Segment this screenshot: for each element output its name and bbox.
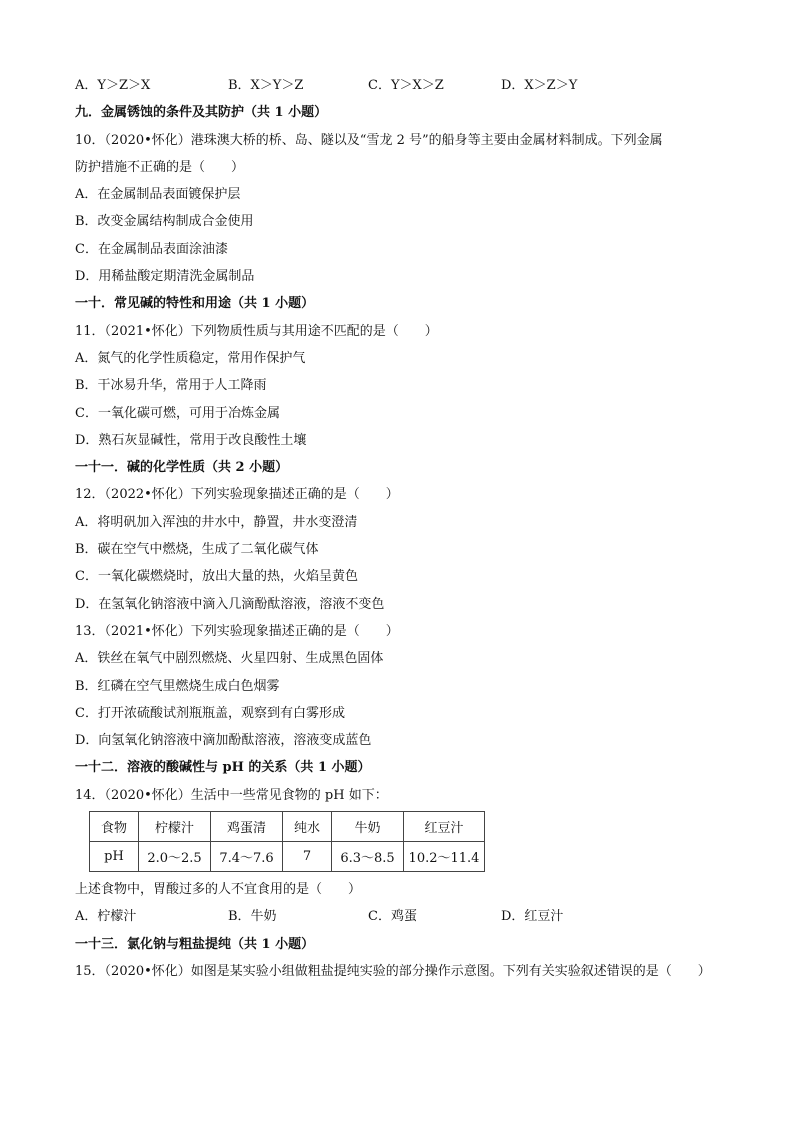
q15-stem: 15．（2020•怀化）如图是某实验小组做粗盐提纯实验的部分操作示意图。下列有关实验叙述错误的是（ ） [75, 963, 711, 979]
q10-option-b: B．改变金属结构制成合金使用 [75, 214, 254, 230]
q9-option-c: C．Y＞X＞Z [368, 78, 444, 93]
q12-option-b: B．碳在空气中燃烧，生成了二氧化碳气体 [75, 542, 319, 558]
ph-table-cell: pH [90, 842, 139, 872]
ph-table-value-row [90, 842, 485, 872]
q14-question: 上述食物中，胃酸过多的人不宜食用的是（ ） [75, 882, 362, 898]
q10-option-a: A．在金属制品表面镀保护层 [75, 187, 241, 203]
q13-stem: 13．（2021•怀化）下列实验现象描述正确的是（ ） [75, 623, 399, 639]
q14-options [75, 903, 725, 930]
q9-options [75, 72, 725, 99]
section-heading-11: 一十一．碱的化学性质（共 2 小题） [75, 460, 289, 476]
q13-option-b: B．红磷在空气里燃烧生成白色烟雾 [75, 678, 280, 694]
q14-stem: 14．（2020•怀化）生活中一些常见食物的 pH 如下： [75, 787, 388, 803]
q11-stem: 11．（2021•怀化）下列物质性质与其用途不匹配的是（ ） [75, 323, 438, 339]
q12-stem: 12．（2022•怀化）下列实验现象描述正确的是（ ） [75, 487, 399, 503]
ph-table-header-cell: 红豆汁 [404, 812, 485, 842]
q9-option-a: A．Y＞Z＞X [75, 78, 151, 93]
ph-table-header-cell: 柠檬汁 [139, 812, 211, 842]
q11-option-a: A．氮气的化学性质稳定，常用作保护气 [75, 350, 306, 366]
ph-table-cell: 7.4～7.6 [211, 842, 283, 872]
ph-table [89, 811, 485, 872]
section-heading-10: 一十．常见碱的特性和用途（共 1 小题） [75, 296, 315, 312]
q12-option-d: D．在氢氧化钠溶液中滴入几滴酚酞溶液，溶液不变色 [75, 596, 385, 612]
q10-stem-line1: 10．（2020•怀化）港珠澳大桥的桥、岛、隧以及“雪龙 2 号”的船身等主要由金属材料制成。下列金属 [75, 132, 663, 148]
q11-option-c: C．一氧化碳可燃，可用于冶炼金属 [75, 405, 280, 421]
q9-option-b: B．X＞Y＞Z [228, 78, 304, 93]
ph-table-cell: 10.2～11.4 [404, 842, 485, 872]
q14-option-a: A．柠檬汁 [75, 909, 137, 925]
q14-option-d: D．红豆汁 [501, 909, 564, 925]
ph-table-header-cell: 鸡蛋清 [211, 812, 283, 842]
q10-option-d: D．用稀盐酸定期清洗金属制品 [75, 269, 255, 285]
section-heading-13: 一十三．氯化钠与粗盐提纯（共 1 小题） [75, 936, 315, 952]
q13-option-a: A．铁丝在氧气中剧烈燃烧、火星四射、生成黑色固体 [75, 651, 384, 667]
ph-table-cell: 7 [283, 842, 332, 872]
exam-page [75, 72, 725, 985]
ph-table-cell: 6.3～8.5 [332, 842, 404, 872]
q10-stem-line2: 防护措施不正确的是（ ） [75, 159, 245, 175]
q12-option-a: A．将明矾加入浑浊的井水中，静置，井水变澄清 [75, 514, 358, 530]
q11-option-d: D．熟石灰显碱性，常用于改良酸性土壤 [75, 432, 307, 448]
ph-table-cell: 2.0～2.5 [139, 842, 211, 872]
q9-option-d: D．X＞Z＞Y [501, 78, 578, 93]
q13-option-d: D．向氢氧化钠溶液中滴加酚酞溶液，溶液变成蓝色 [75, 733, 372, 749]
q14-option-b: B．牛奶 [228, 909, 277, 925]
q13-option-c: C．打开浓硫酸试剂瓶瓶盖，观察到有白雾形成 [75, 705, 345, 721]
q14-option-c: C．鸡蛋 [368, 909, 417, 925]
ph-table-header-cell: 食物 [90, 812, 139, 842]
q10-option-c: C．在金属制品表面涂油漆 [75, 241, 228, 257]
section-heading-12: 一十二．溶液的酸碱性与 pH 的关系（共 1 小题） [75, 760, 371, 776]
ph-table-header-cell: 牛奶 [332, 812, 404, 842]
ph-table-header-cell: 纯水 [283, 812, 332, 842]
q12-option-c: C．一氧化碳燃烧时，放出大量的热，火焰呈黄色 [75, 569, 358, 585]
ph-table-header-row [90, 812, 485, 842]
q11-option-b: B．干冰易升华，常用于人工降雨 [75, 378, 267, 394]
section-heading-9: 九．金属锈蚀的条件及其防护（共 1 小题） [75, 105, 328, 121]
